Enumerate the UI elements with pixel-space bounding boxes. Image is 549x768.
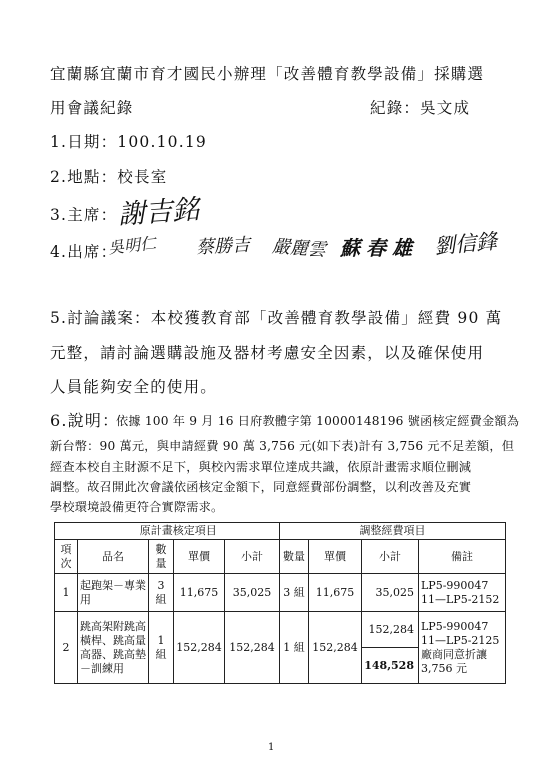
header-price: 單價 (174, 540, 225, 574)
meeting-date: 1.日期：100.10.19 (50, 133, 207, 151)
attendee-signature: 嚴麗雲 (271, 236, 327, 261)
note-line: 3,756 元 (421, 661, 467, 675)
row-name: 跳高架附跳高橫桿、跳高量高器、跳高墊－訓練用 (78, 612, 149, 684)
row-adj-subtotal: 35,025 (362, 574, 419, 612)
group-adjusted: 調整經費項目 (280, 523, 506, 540)
page-number: 1 (268, 742, 275, 753)
budget-table (54, 522, 506, 684)
header-no: 項次 (55, 540, 78, 574)
note-line: 廠商同意折讓 (421, 647, 487, 661)
row-no: 2 (55, 612, 78, 684)
title-line-1: 宜蘭縣宜蘭市育才國民小辦理「改善體育教學設備」採購選 (50, 65, 485, 83)
discussion-line: 人員能夠安全的使用。 (50, 378, 218, 396)
row-adj-subtotal-final: 148,528 (362, 648, 419, 684)
table-corner (55, 523, 78, 540)
header-adj-price: 單價 (309, 540, 362, 574)
header-adj-subtotal: 小計 (362, 540, 419, 574)
chair-label: 3.主席： (50, 206, 118, 224)
table-row (55, 574, 506, 612)
attendees-label: 4.出席： (50, 243, 118, 261)
row-note (419, 574, 506, 612)
row-price: 11,675 (174, 574, 225, 612)
header-note: 備註 (419, 540, 506, 574)
row-note (419, 612, 506, 684)
header-name: 品名 (78, 540, 149, 574)
note-line: LP5-990047 (421, 578, 489, 592)
group-original: 原計畫核定項目 (78, 523, 280, 540)
chair-signature: 謝吉銘 (117, 194, 201, 231)
row-subtotal: 152,284 (225, 612, 280, 684)
attendee-signature: 吳明仁 (107, 233, 157, 258)
explain-line: 經查本校自主財源不足下，與校內需求單位達成共識，依原計畫需求順位刪減 (50, 460, 472, 474)
attendee-signature: 蘇春雄 (340, 236, 418, 260)
row-name: 起跑架－專業用 (78, 574, 149, 612)
row-subtotal: 35,025 (225, 574, 280, 612)
row-adj-price: 152,284 (309, 612, 362, 684)
note-line: LP5-990047 (421, 619, 489, 633)
header-qty: 數量 (149, 540, 174, 574)
row-qty: 3 組 (149, 574, 174, 612)
explain-line: 依據 100 年 9 月 16 日府教體字第 10000148196 號函核定經費金額為 (116, 414, 520, 428)
note-line: 11—LP5-2152 (421, 592, 500, 606)
explain-line: 調整。故召開此次會議依函核定金額下，同意經費部份調整，以利改善及充實 (50, 480, 472, 494)
explain-line: 新台幣：90 萬元，與申請經費 90 萬 3,756 元(如下表)計有 3,756 元不足差額，但 (50, 439, 515, 453)
row-no: 1 (55, 574, 78, 612)
header-adj-qty: 數量 (280, 540, 309, 574)
row-adj-price: 11,675 (309, 574, 362, 612)
row-adj-qty: 1 組 (280, 612, 309, 684)
meeting-place: 2.地點：校長室 (50, 168, 168, 186)
table-row (55, 612, 506, 648)
discussion-line: 元整，請討論選購設施及器材考慮安全因素，以及確保使用 (50, 344, 485, 362)
attendee-signature: 蔡勝吉 (195, 234, 251, 259)
explain-label: 6.說明： (50, 411, 120, 430)
recorder: 紀錄：吳文成 (370, 99, 471, 117)
row-adj-qty: 3 組 (280, 574, 309, 612)
header-subtotal: 小計 (225, 540, 280, 574)
row-adj-subtotal-original: 152,284 (362, 612, 419, 648)
attendee-signature: 劉信鋒 (433, 229, 499, 259)
discussion-line: 5.討論議案：本校獲教育部「改善體育教學設備」經費 90 萬 (50, 309, 503, 327)
row-qty: 1 組 (149, 612, 174, 684)
row-price: 152,284 (174, 612, 225, 684)
explain-line: 學校環境設備更符合實際需求。 (50, 500, 224, 514)
note-line: 11—LP5-2125 (421, 633, 500, 647)
title-line-2: 用會議紀錄 (50, 99, 134, 117)
